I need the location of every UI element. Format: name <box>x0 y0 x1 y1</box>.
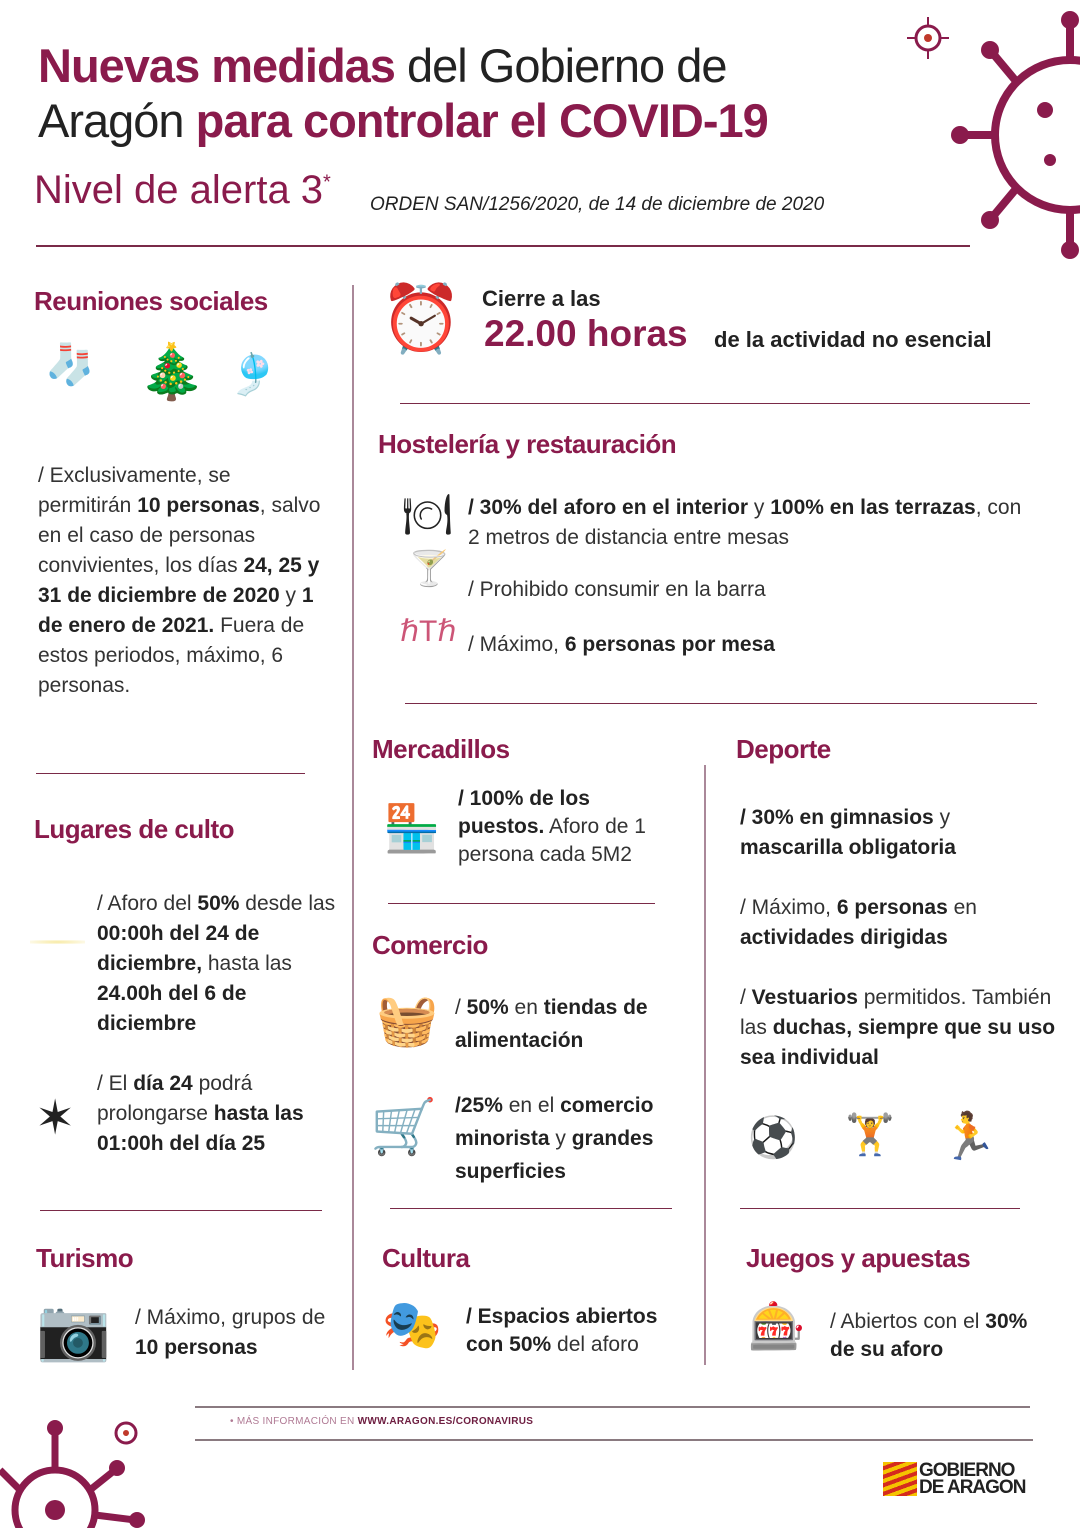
text-segment: desde las <box>239 892 336 915</box>
glow-icon <box>30 940 85 944</box>
divider <box>195 1439 1033 1441</box>
section-title-culto: Lugares de culto <box>34 814 235 844</box>
basket-icon: 🧺 <box>376 992 439 1048</box>
text-segment: grandes superficies <box>455 1127 654 1183</box>
column-divider <box>704 765 706 1365</box>
text-segment: en <box>947 896 977 919</box>
column-divider <box>352 285 354 1370</box>
text-segment: y <box>933 806 951 829</box>
text-segment: 100% en las terrazas <box>770 496 976 519</box>
text-segment: 00:00h del 24 de diciembre, <box>97 922 260 975</box>
section-title-cultura: Cultura <box>382 1243 470 1273</box>
text-segment: y <box>549 1127 572 1150</box>
section-title-comercio: Comercio <box>372 930 488 960</box>
text-segment: / 30% del aforo en el interior <box>468 496 749 519</box>
text-segment: / El <box>97 1072 134 1095</box>
small-virus-icon <box>905 15 951 61</box>
text-segment: / Máximo, grupos de <box>135 1306 326 1329</box>
section-title-deporte: Deporte <box>736 734 831 764</box>
text-segment: /25% <box>455 1094 503 1117</box>
text-segment: comercio minorista <box>455 1094 654 1150</box>
christmas-tree-icon: 🎄 <box>138 342 206 402</box>
text-segment: 30% de su aforo <box>830 1310 1028 1361</box>
text-segment: / Máximo, <box>740 896 837 919</box>
hosteleria-item <box>468 575 1028 605</box>
section-title-mercadillos: Mercadillos <box>372 734 510 764</box>
deporte-item <box>740 983 1060 1073</box>
text-segment: 50% <box>197 892 240 915</box>
logo-line1: GOBIERNO <box>919 1460 1015 1481</box>
text-segment: del Gobierno de <box>394 39 727 92</box>
small-virus-icon <box>108 1415 144 1451</box>
closing-post: de la actividad no esencial <box>714 327 992 352</box>
text-segment: en <box>508 996 544 1019</box>
text-segment: del aforo <box>551 1333 639 1356</box>
cultura-text <box>466 1303 696 1359</box>
hosteleria-item <box>468 630 1028 660</box>
weightlifter-icon: 🏋 <box>845 1113 895 1157</box>
text-segment: 10 personas <box>137 494 260 517</box>
culto-item-1 <box>97 889 345 1039</box>
text-segment: 10 personas <box>135 1336 258 1359</box>
text-segment: / <box>455 996 467 1019</box>
star-icon: ✶ <box>35 1092 76 1145</box>
divider <box>405 703 1037 704</box>
title-line2 <box>38 93 768 148</box>
cocktail-icon: 🍸 <box>408 550 451 588</box>
closing-time: 22.00 horas <box>484 313 688 354</box>
hosteleria-item <box>468 493 1038 553</box>
market-stall-icon: 🏪 <box>383 802 441 854</box>
more-info-label: MÁS INFORMACIÓN EN <box>236 1416 358 1427</box>
culto-item-2 <box>97 1069 337 1159</box>
text-segment: 24.00h del 6 de diciembre <box>97 982 247 1035</box>
alarm-clock-icon: ⏰ <box>380 281 463 355</box>
cloche-icon: 🍽 <box>402 493 453 537</box>
casino-chips-icon: 🎰 <box>748 1300 806 1352</box>
text-segment: en el <box>502 1094 561 1117</box>
text-segment: / 30% en gimnasios <box>740 806 934 829</box>
alert-level-text: Nivel de alerta 3 <box>34 168 324 212</box>
divider <box>195 1406 1030 1408</box>
section-title-reuniones: Reuniones sociales <box>34 286 268 316</box>
text-segment: hasta las <box>202 952 292 975</box>
logo-line2: DE ARAGON <box>919 1477 1026 1498</box>
title-line1 <box>38 38 768 93</box>
juegos-text <box>830 1308 1030 1364</box>
divider <box>388 903 655 904</box>
more-info-link[interactable]: WWW.ARAGON.ES/CORONAVIRUS <box>357 1416 534 1427</box>
text-segment: / 100% de los puestos. <box>458 787 590 838</box>
text-segment: podrá prolongarse <box>97 1072 253 1125</box>
closing-pre: Cierre a las <box>482 286 601 311</box>
text-segment: tiendas de alimentación <box>455 996 648 1052</box>
virus-icon <box>940 0 1080 260</box>
table-icon: ℏTℏ <box>400 615 457 648</box>
text-segment: Fuera de estos periodos, máximo, 6 personas. <box>38 614 305 697</box>
text-segment: Aragón <box>38 94 196 147</box>
ornaments-icon: 🎐 <box>228 353 278 397</box>
deporte-item <box>740 803 1040 863</box>
text-segment: / Espacios abiertos con 50% <box>466 1305 658 1356</box>
text-segment: actividades dirigidas <box>740 926 948 949</box>
text-segment: , con 2 metros de distancia entre mesas <box>468 496 1022 549</box>
aragon-flag-icon <box>883 1462 917 1496</box>
theater-masks-icon: 🎭 <box>382 1299 442 1352</box>
text-segment: / Prohibido consumir en la barra <box>468 578 766 601</box>
text-segment: / Abiertos con el <box>830 1310 986 1333</box>
text-segment: hasta las 01:00h del día 25 <box>97 1102 304 1155</box>
more-info: • MÁS INFORMACIÓN EN WWW.ARAGON.ES/CORONAVIRUS <box>230 1416 534 1427</box>
gobierno-aragon-logo <box>883 1462 1025 1496</box>
reuniones-text <box>38 461 328 701</box>
asterisk: * <box>323 171 331 194</box>
section-title-turismo: Turismo <box>36 1243 134 1273</box>
title <box>38 38 768 148</box>
text-segment: 6 personas por mesa <box>564 633 775 656</box>
mercadillos-text <box>458 785 678 869</box>
section-title-juegos: Juegos y apuestas <box>746 1243 971 1273</box>
order-reference: ORDEN SAN/1256/2020, de 14 de diciembre de 2020 <box>370 194 825 215</box>
text-segment: 24, 25 y 31 de diciembre de 2020 <box>38 554 320 607</box>
deporte-item <box>740 893 1040 953</box>
text-segment: / Aforo del <box>97 892 198 915</box>
text-segment: 50% <box>466 996 509 1019</box>
text-segment: , salvo en el caso de personas convivientes, los días <box>38 494 321 577</box>
text-segment: duchas, siempre que su uso sea individual <box>740 1016 1056 1069</box>
text-segment: y <box>279 584 302 607</box>
text-segment: Vestuarios <box>751 986 858 1009</box>
text-segment: día 24 <box>133 1072 193 1095</box>
divider <box>36 773 305 774</box>
divider <box>36 245 970 247</box>
soccer-ball-icon: ⚽ <box>748 1116 798 1160</box>
text-segment: Aforo de 1 persona cada 5M2 <box>458 815 646 866</box>
text-segment: 1 de enero de 2021. <box>38 584 314 637</box>
alert-level <box>34 168 331 213</box>
text-segment: para controlar el COVID-19 <box>195 94 768 147</box>
turismo-text <box>135 1303 335 1363</box>
text-segment: / Máximo, <box>468 633 565 656</box>
camera-icon: 📷 <box>36 1296 111 1363</box>
divider <box>40 1210 322 1211</box>
divider <box>740 1208 1020 1209</box>
comercio-item <box>455 1089 695 1188</box>
text-segment: Nuevas medidas <box>38 39 395 92</box>
text-segment: / <box>740 986 752 1009</box>
stocking-icon: 🧦 <box>45 343 95 387</box>
shopping-cart-icon: 🛒 <box>370 1097 438 1157</box>
comercio-item <box>455 991 695 1057</box>
divider <box>390 1208 672 1209</box>
text-segment: 6 personas <box>836 896 948 919</box>
text-segment: permitidos. También las <box>740 986 1052 1039</box>
section-title-hosteleria: Hostelería y restauración <box>378 429 677 459</box>
divider <box>400 403 1030 404</box>
text-segment: / Exclusivamente, se permitirán <box>38 464 231 517</box>
text-segment: mascarilla obligatoria <box>740 836 956 859</box>
runner-icon: 🏃 <box>940 1110 998 1162</box>
text-segment: y <box>748 496 771 519</box>
